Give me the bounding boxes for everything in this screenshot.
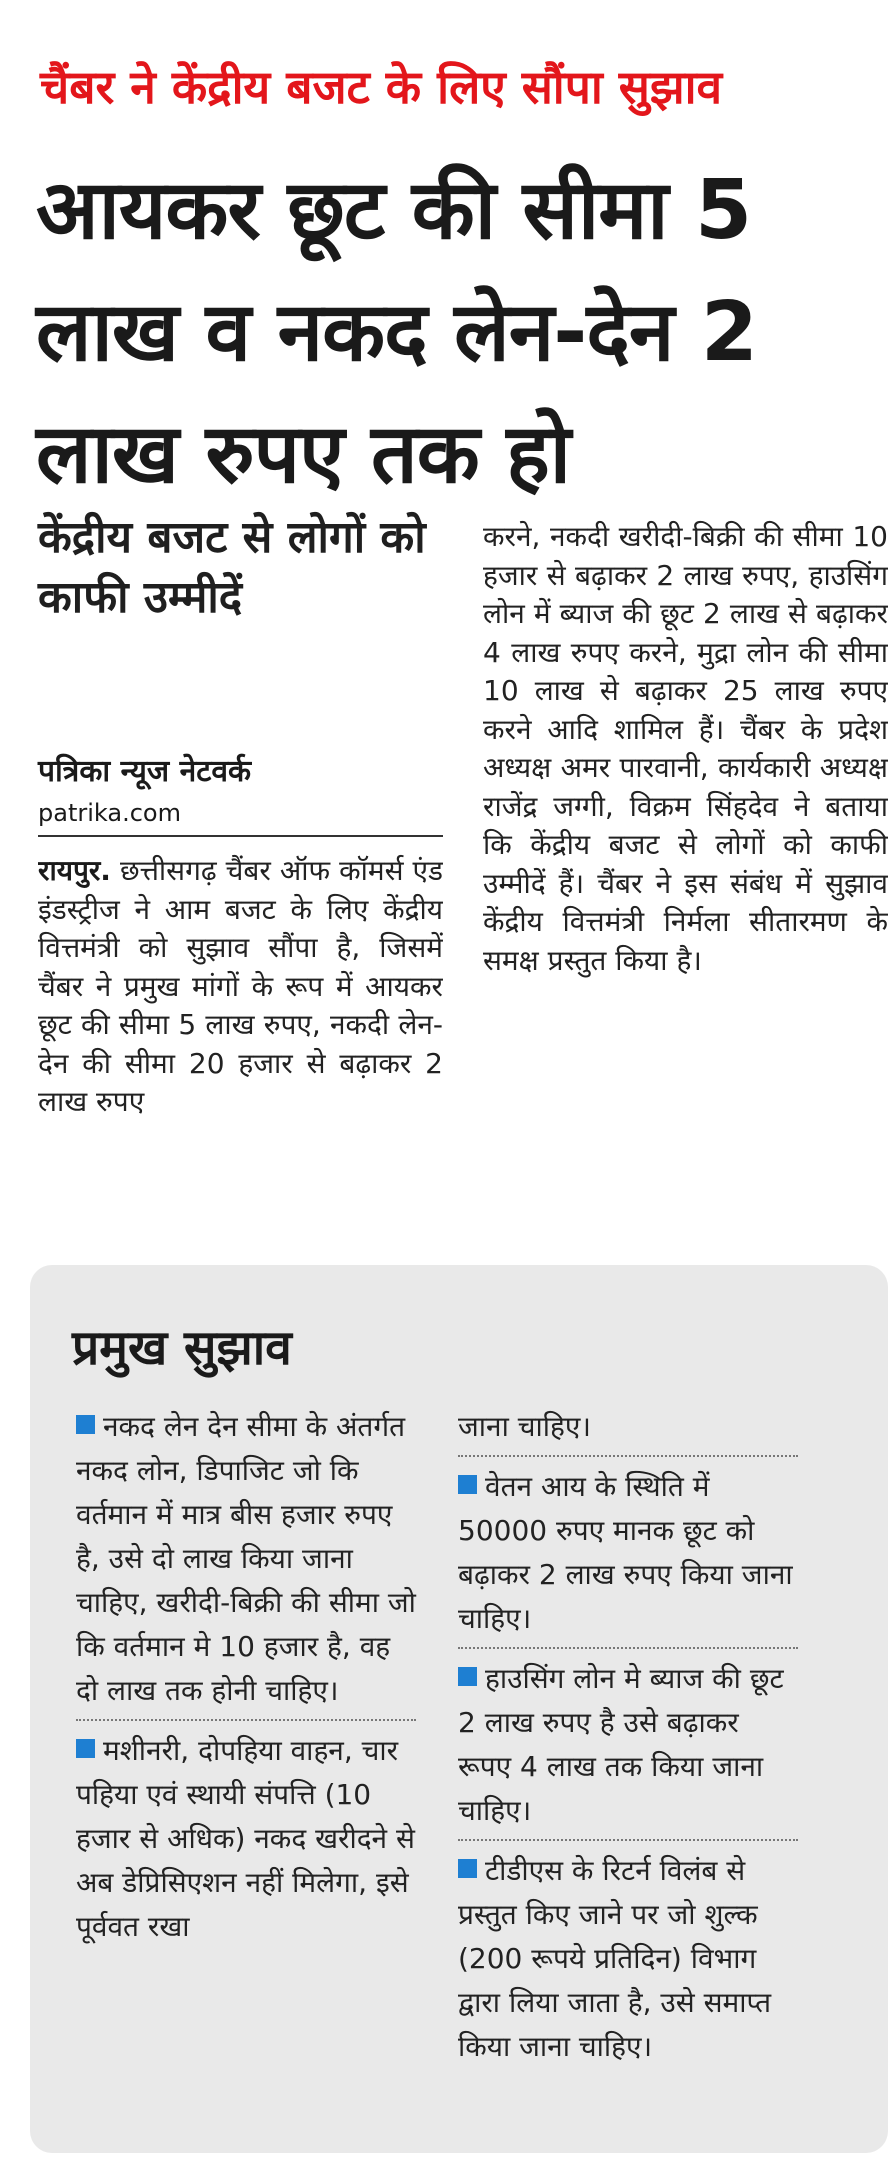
- subheadline: केंद्रीय बजट से लोगों को काफी उम्मीदें: [38, 512, 426, 623]
- square-bullet-icon: [458, 1859, 477, 1878]
- square-bullet-icon: [458, 1667, 477, 1686]
- suggestion-item: [76, 1403, 416, 1721]
- suggestion-text: वेतन आय के स्थिति में 50000 रुपए मानक छूट को बढ़ाकर 2 लाख रुपए किया जाना चाहिए।: [458, 1470, 793, 1635]
- body-text-col2: करने, नकदी खरीदी-बिक्री की सीमा 10 हजार से बढ़ाकर 2 लाख रुपए, हाउसिंग लोन में ब्याज की छूट 2 लाख से बढ़ाकर 4 लाख रुपए करने, मुद्रा लोन की सीमा 10 लाख से बढ़ाकर 25 लाख रुपए करने आदि शामिल हैं। चैंबर के प्रदेश अध्यक्ष अमर पारवानी, कार्यकारी अध्यक्ष राजेंद्र जग्गी, विक्रम सिंहदेव ने बताया कि केंद्रीय बजट से लोगों को काफी उम्मीदें हैं। चैंबर ने इस संबंध में सुझाव केंद्रीय वित्तमंत्री निर्मला सीतारमण के समक्ष प्रस्तुत किया है।: [483, 520, 888, 977]
- suggestions-column-right: [458, 1403, 798, 2081]
- suggestion-item: [458, 1655, 798, 1841]
- suggestion-text: जाना चाहिए।: [458, 1410, 591, 1443]
- square-bullet-icon: [76, 1415, 95, 1434]
- suggestion-item: [458, 1847, 798, 2075]
- main-headline: आयकर छूट की सीमा 5 लाख व नकद लेन-देन 2 लाख रुपए तक हो: [36, 163, 757, 502]
- suggestion-item: [458, 1463, 798, 1649]
- square-bullet-icon: [76, 1739, 95, 1758]
- body-text-col1: छत्तीसगढ़ चैंबर ऑफ कॉमर्स एंड इंडस्ट्रीज ने आम बजट के लिए केंद्रीय वित्तमंत्री को सुझाव सौंपा है, जिसमें चैंबर ने प्रमुख मांगों के रूप में आयकर छूट की सीमा 5 लाख रुपए, नकदी लेन-देन की सीमा 20 हजार से बढ़ाकर 2 लाख रुपए: [38, 854, 443, 1118]
- website-link[interactable]: patrika.com: [38, 799, 181, 827]
- suggestion-item-continued: [458, 1403, 798, 1457]
- article-column-2: [483, 518, 888, 1238]
- byline: पत्रिका न्यूज नेटवर्क: [38, 754, 252, 789]
- suggestion-text: हाउसिंग लोन मे ब्याज की छूट 2 लाख रुपए है उसे बढ़ाकर रूपए 4 लाख तक किया जाना चाहिए।: [458, 1662, 784, 1827]
- suggestions-title: प्रमुख सुझाव: [72, 1320, 292, 1376]
- square-bullet-icon: [458, 1475, 477, 1494]
- dateline: रायपुर.: [38, 854, 111, 887]
- article-column-1: [38, 852, 443, 1232]
- kicker-headline: चैंबर ने केंद्रीय बजट के लिए सौंपा सुझाव: [40, 60, 723, 114]
- suggestion-text: नकद लेन देन सीमा के अंतर्गत नकद लोन, डिपाजिट जो कि वर्तमान में मात्र बीस हजार रुपए है, उसे दो लाख किया जाना चाहिए, खरीदी-बिक्री की सीमा जो कि वर्तमान मे 10 हजार है, वह दो लाख तक होनी चाहिए।: [76, 1410, 416, 1707]
- byline-divider: [38, 835, 443, 837]
- suggestion-text: टीडीएस के रिटर्न विलंब से प्रस्तुत किए जाने पर जो शुल्क (200 रूपये प्रतिदिन) विभाग द्वारा लिया जाता है, उसे समाप्त किया जाना चाहिए।: [458, 1854, 772, 2063]
- suggestion-item: [76, 1727, 416, 1955]
- suggestion-text: मशीनरी, दोपहिया वाहन, चार पहिया एवं स्थायी संपत्ति (10 हजार से अधिक) नकद खरीदने से अब डेप्रिसिएशन नहीं मिलेगा, इसे पूर्ववत रखा: [76, 1734, 415, 1943]
- suggestions-column-left: [76, 1403, 416, 1961]
- suggestions-box: [30, 1265, 888, 2153]
